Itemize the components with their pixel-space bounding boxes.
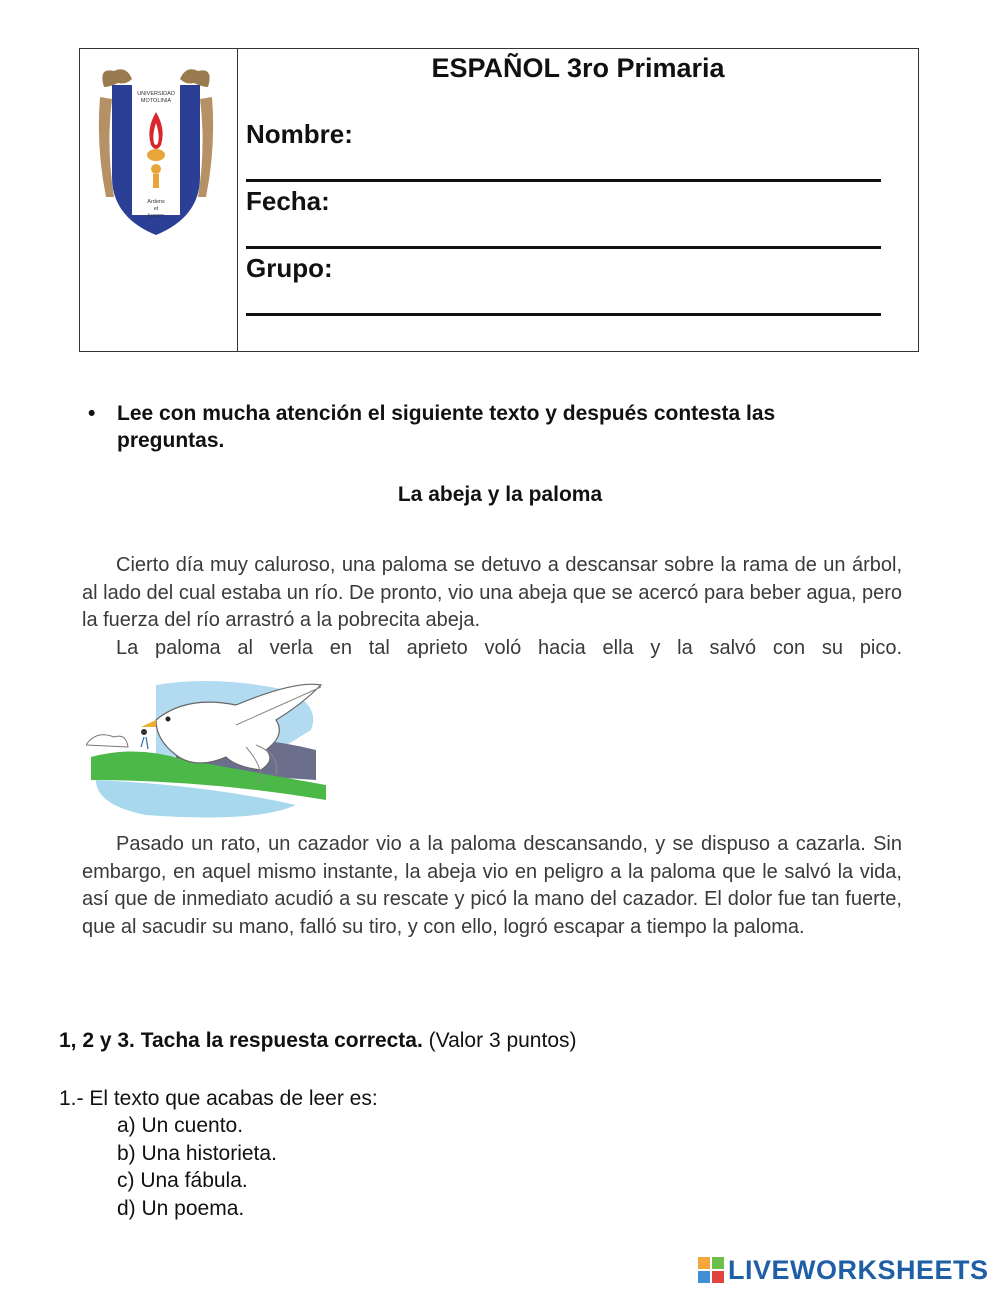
dove-and-bee-illustration bbox=[86, 675, 326, 823]
questions-value: (Valor 3 puntos) bbox=[422, 1029, 577, 1052]
option-a[interactable]: a) Un cuento. bbox=[117, 1114, 244, 1137]
svg-text:MOTOLINIA: MOTOLINIA bbox=[140, 98, 172, 104]
story-title: La abeja y la paloma bbox=[397, 483, 603, 506]
logo-cell bbox=[80, 49, 238, 351]
question-1-options bbox=[117, 1112, 277, 1222]
questions-header bbox=[59, 1029, 577, 1053]
date-field[interactable] bbox=[246, 246, 881, 249]
date-label: Fecha: bbox=[246, 186, 330, 216]
option-b[interactable]: b) Una historieta. bbox=[117, 1141, 277, 1165]
question-1-text: 1.- El texto que acabas de leer es: bbox=[59, 1087, 378, 1110]
liveworksheets-icon bbox=[698, 1257, 724, 1283]
option-c[interactable]: c) Una fábula. bbox=[117, 1169, 248, 1192]
page-title: ESPAÑOL 3ro Primaria bbox=[431, 53, 725, 83]
svg-text:UNIVERSIDAD: UNIVERSIDAD bbox=[137, 91, 175, 97]
svg-text:lucens: lucens bbox=[148, 213, 164, 219]
liveworksheets-logo-text: LIVEWORKSHEETS bbox=[728, 1254, 989, 1285]
student-info-form bbox=[238, 49, 918, 351]
option-d[interactable]: d) Un poema. bbox=[117, 1196, 245, 1220]
story-paragraph-2: La paloma al verla en tal aprieto voló hacia ella y la salvó con su pico. bbox=[116, 637, 902, 659]
group-field[interactable] bbox=[246, 313, 881, 316]
svg-text:Ardens: Ardens bbox=[147, 199, 165, 205]
name-field[interactable] bbox=[246, 179, 881, 182]
group-label: Grupo: bbox=[246, 253, 333, 283]
questions-instruction: 1, 2 y 3. Tacha la respuesta correcta. bbox=[59, 1029, 423, 1052]
liveworksheets-brand bbox=[698, 1254, 989, 1286]
story-paragraph-1: Cierto día muy caluroso, una paloma se detuvo a descansar sobre la rama de un árbol, al lado del cual estaba un río. De pronto, vio una abeja que se acercó para beber agua, pero la fuerza del río arrastró a la pobrecita abeja. bbox=[82, 554, 902, 631]
university-logo bbox=[96, 57, 216, 237]
name-label: Nombre: bbox=[246, 119, 353, 149]
bullet-icon: • bbox=[88, 402, 96, 425]
svg-text:et: et bbox=[153, 206, 159, 212]
story-paragraph-3: Pasado un rato, un cazador vio a la paloma descansando, y se dispuso a cazarla. Sin embargo, en aquel mismo instante, la abeja vio en peligro a la paloma que le salvó la vida, así que de inmediato acudió a su rescate y picó la mano del cazador. El dolor fue tan fuerte, que al sacudir su mano, falló su tiro, y con ello, logró escapar a tiempo la paloma. bbox=[82, 833, 902, 938]
header-box bbox=[79, 48, 919, 352]
instruction-text: Lee con mucha atención el siguiente texto y después contesta las preguntas. bbox=[117, 402, 776, 452]
instruction bbox=[88, 400, 888, 454]
